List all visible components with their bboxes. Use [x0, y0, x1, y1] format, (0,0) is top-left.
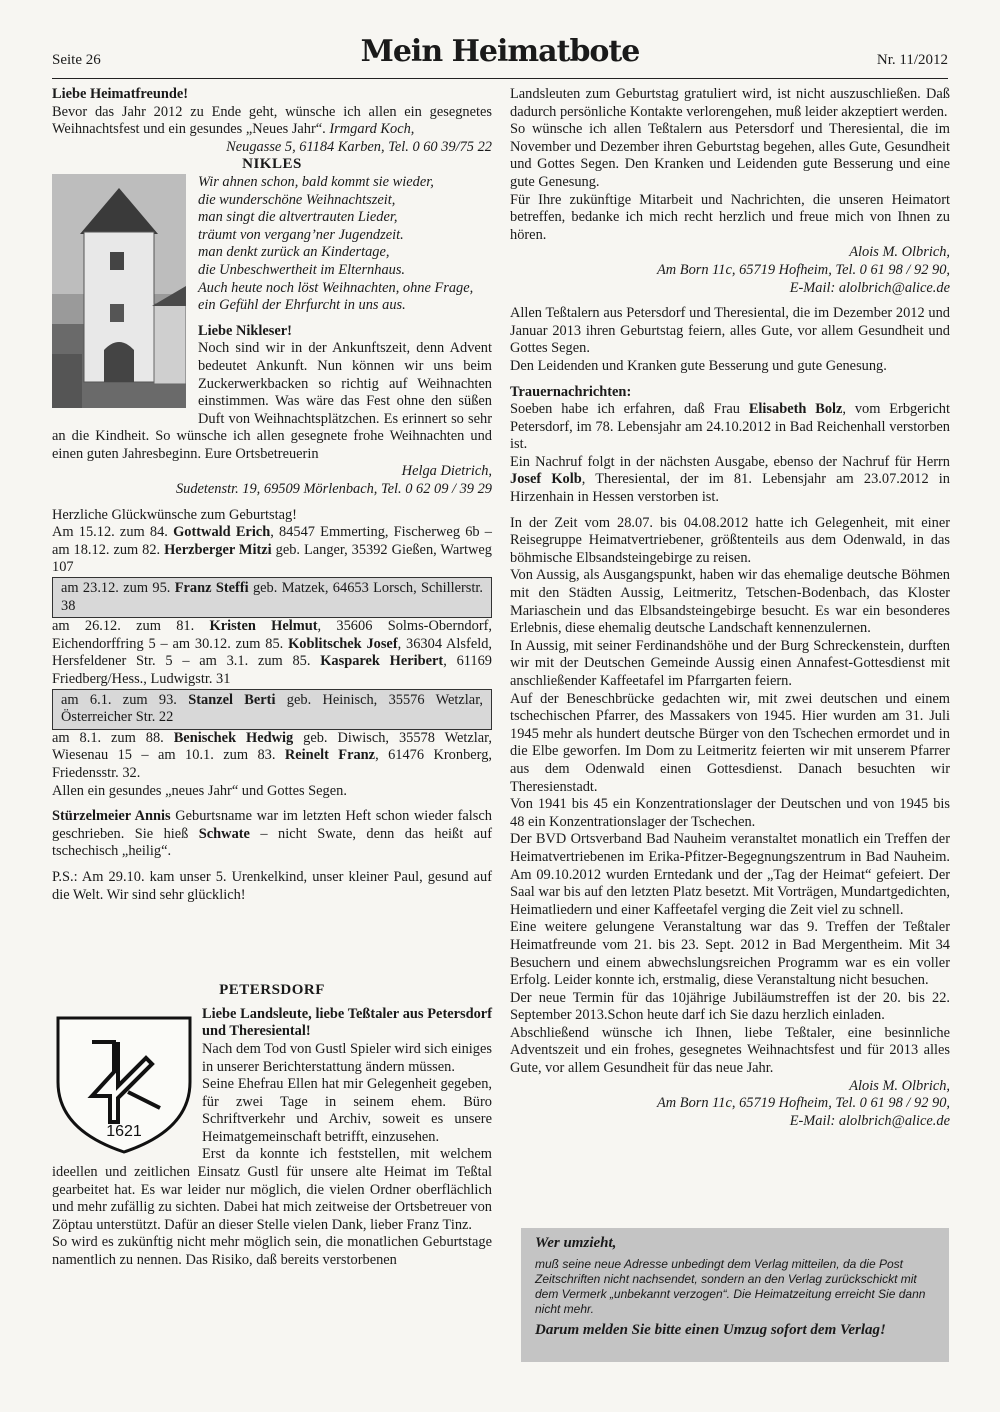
poem-line: Wir ahnen schon, bald kommt sie wieder,	[198, 173, 434, 190]
petersdorf-greeting: Liebe Landsleute, liebe Teßtaler aus Petersdorf und Theresiental!	[202, 1005, 492, 1040]
petersdorf-text: Erst da konnte ich feststellen, mit welchem ideellen und zeitlichen Einsatz Gustl für unsere alte Heimat im Teßtal gearbeitet hat. Es war leider nur möglich, die vielen Ordner oberflächlich und mehr zufällig zu sichten. Dabei hat mich zeitweise der Ortsbetreuer von Zöptau unterstützt. Dafür an dieser Stelle vielen Dank, lieber Franz Tinz.	[52, 1146, 492, 1233]
header-rule	[52, 78, 948, 79]
birthday-intro: Herzliche Glückwünsche zum Geburtstag!	[52, 506, 297, 523]
poem-line: man singt die altvertrauten Lieder,	[198, 209, 398, 226]
nikles-author: Helga Dietrich,	[401, 463, 492, 480]
petersdorf-text: So wird es zukünftig nicht mehr möglich sein, die monatlichen Geburtstage namentlich zu nennen. Das Risiko, daß bereits verstorbenen	[52, 1234, 492, 1269]
trip-paragraph: In der Zeit vom 28.07. bis 04.08.2012 hatte ich Gelegenheit, mit einer Reisegruppe Heimatvertriebener, größtenteils aus dem Odenwald, in das böhmische Elbsandsteingebirge zu reisen.	[510, 514, 950, 566]
trip-paragraph: In Aussig, mit seiner Ferdinandshöhe und der Burg Schreckenstein, durften wir mit der Deutschen Gemeinde Aussig einen Annafest-Gottesdienst mit anschließender Kaffeetafel im Pfarrgarten feiern.	[510, 637, 950, 689]
right-column	[510, 86, 950, 1130]
signature-name: Alois M. Olbrich,	[849, 244, 950, 261]
petersdorf-coat-of-arms	[52, 1012, 196, 1156]
notice-text: muß seine neue Adresse unbedingt dem Verlag mitteilen, da die Post Zeitschriften nicht nachsendet, sondern an den Verlag zurückschickt mit dem Vermerk „unbekannt verzogen“. Die Heimatzeitung erreicht Sie dann nicht mehr.	[535, 1257, 926, 1316]
church-photo	[52, 174, 186, 408]
greeting-author: Irmgard Koch,	[329, 121, 415, 138]
petersdorf-heading: PETERSDORF	[219, 982, 325, 999]
greeting-text: Bevor das Jahr 2012 zu Ende geht, wünsche ich allen ein gesegnetes Weihnachtsfest und ein gesundes „Neues Jahr“.	[52, 103, 492, 138]
birthday-list: am 26.12. zum 81. Kristen Helmut, 35606 Solms-Oberndorf, Eichendorffring 5 – am 30.12. zum 85. Koblitschek Josef, 36304 Alsfeld, Hersfeldener Str. 5 – am 3.1. zum 85. Kasparek Heribert, 61169 Friedberg/Hess., Ludwigstr. 31	[52, 618, 493, 687]
obituary-text: Soeben habe ich erfahren, daß Frau Elisabeth Bolz, vom Erbgericht Petersdorf, im 78. Lebensjahr am 24.10.2012 in Bad Reichenhall verstorben ist.	[510, 401, 950, 453]
signature-email: E-Mail: alolbrich@alice.de	[789, 1112, 950, 1129]
shield-year: 1621	[106, 1122, 142, 1140]
poem-line: Auch heute noch löst Weihnachten, ohne Frage,	[198, 279, 474, 296]
trip-paragraph: Der BVD Ortsverband Bad Nauheim veranstaltet monatlich ein Treffen der Heimatvertriebenen im Erika-Pfitzer-Begegnungszentrum in Bad Nauheim. Am 09.10.2012 wurden Erntedank und der „Tag der Heimat“ gefeiert. Der Saal war bis auf den letzten Platz besetzt. Mit Vorträgen, Mundartgedichten, Heimatliedern und einer Kaffeetafel verging die Zeit viel zu schnell.	[510, 831, 950, 918]
birthday-wish: Allen ein gesundes „neues Jahr“ und Gottes Segen.	[52, 782, 347, 799]
notice-title: Wer umzieht,	[535, 1235, 617, 1251]
greeting-heading: Liebe Heimatfreunde!	[52, 86, 189, 102]
page-number: Seite 26	[52, 52, 101, 68]
trip-paragraph: Auf der Beneschbrücke gedachten wir, mit zwei deutschen und einem tschechischen Pfarrer, des Massakers von 1945. Hier wurden am 31. Juli 1945 mehr als hundert deutsche Bürger von den Tschechen ermordet und in die Elbe geworfen. Im Dom zu Leitmeritz feierten wir mit unserem Pfarrer aus dem Odenwald einen Gottesdienst. Danach besuchten wir Theresienstadt.	[510, 690, 950, 795]
signature-email: E-Mail: alolbrich@alice.de	[789, 279, 950, 296]
name-correction: Stürzelmeier Annis Geburtsname war im letzten Heft schon wieder falsch geschrieben. Sie hieß Schwate – nicht Swate, denn das heißt auf tschechisch „heilig“.	[52, 808, 492, 860]
signature-name: Alois M. Olbrich,	[849, 1077, 950, 1094]
greeting-address: Neugasse 5, 61184 Karben, Tel. 0 60 39/75 22	[226, 138, 492, 155]
obituary-heading: Trauernachrichten:	[510, 383, 632, 400]
nikles-greeting: Liebe Nikleser!	[198, 322, 292, 339]
notice-cta: Darum melden Sie bitte einen Umzug sofort dem Verlag!	[535, 1322, 886, 1338]
trip-paragraph: Der neue Termin für das 10jährige Jubiläumstreffen ist der 20. bis 22. September 2013.Schon heute darf ich Sie dazu herzlich einladen.	[510, 989, 950, 1024]
nikles-text: Noch sind wir in der Ankunftszeit, denn Advent bedeutet Ankunft. Nun können wir uns beim Zuckerwerkbacken so richtig auf Weihnachten einstimmen. Was wäre das Fest ohne den süßen Duft von Weihnachtsplätzchen. Es erinnert so sehr an die Kindheit. So wünsche ich allen gesegnete frohe Weihnachten und einen guten Jahresbeginn. Eure Ortsbetreuerin	[52, 340, 492, 462]
masthead-title: Mein Heimatbote	[360, 34, 640, 69]
nikles-address: Sudetenstr. 19, 69509 Mörlenbach, Tel. 0 62 09 / 39 29	[175, 481, 492, 498]
poem-line: träumt von vergang’ner Jugendzeit.	[198, 226, 404, 243]
december-wishes: Allen Teßtalern aus Petersdorf und Theresiental, die im Dezember 2012 und Januar 2013 ihren Geburtstag feiern, alles Gute, vor allem Gesundheit und Gottes Segen.	[510, 305, 950, 357]
poem-line: ein Gefühl der Ehrfurcht in uns aus.	[198, 297, 406, 314]
december-wishes: Den Leidenden und Kranken gute Besserung und gute Genesung.	[510, 357, 887, 374]
trip-paragraph: Von 1941 bis 45 ein Konzentrationslager der Deutschen und von 1945 bis 48 ein Konzentrationslager der Tschechen.	[510, 796, 950, 830]
signature-address: Am Born 11c, 65719 Hofheim, Tel. 0 61 98 / 92 90,	[657, 261, 950, 278]
birthday-highlight: am 6.1. zum 93. Stanzel Berti geb. Heinisch, 35576 Wetzlar, Österreicher Str. 22	[52, 689, 492, 730]
petersdorf-continuation: So wünsche ich allen Teßtalern aus Petersdorf und Theresiental, die im November und Dezember ihren Geburtstag begehen, alles Gute, Gesundheit und Gottes Segen. Den Kranken und Leidenden gute Besserung und eine gute Genesung.	[510, 121, 950, 190]
petersdorf-text: Seine Ehefrau Ellen hat mir Gelegenheit gegeben, für zwei Tage in seinem ehem. Büro Schriftverkehr und Archiv, soweit es unsere Heimatgemeinschaft betrifft, einzusehen.	[202, 1076, 492, 1145]
trip-paragraph: Von Aussig, als Ausgangspunkt, haben wir das ehemalige deutsche Böhmen mit den Städten Aussig, Leitmeritz, Tetschen-Bodenbach, das Kloster Mariaschein und das Elbsandsteingebirge besucht. Es war ein besonderes Erlebnis, diese ehemalig deutsche Landschaft kennenzulernen.	[510, 567, 950, 637]
birthday-highlight: am 23.12. zum 95. Franz Steffi geb. Matzek, 64653 Lorsch, Schillerstr. 38	[52, 577, 492, 618]
trip-paragraph: Eine weitere gelungene Veranstaltung war das 9. Treffen der Teßtaler Heimatfreunde vom 21. bis 23. Sept. 2012 in Bad Mergentheim. Mit 34 Besuchern und einem abwechslungsreichen Programm war es ein voller Erfolg. Leider konnte ich, erstmalig, diese Veranstaltung nicht besuchen.	[510, 919, 950, 989]
obituary-text: Ein Nachruf folgt in der nächsten Ausgabe, ebenso der Nachruf für Herrn Josef Kolb, Theresiental, der im 81. Lebensjahr am 23.07.2012 in Hirzenhain in Hessen verstorben ist.	[510, 453, 950, 506]
poem-line: die wunderschöne Weihnachtszeit,	[198, 191, 396, 208]
petersdorf-continuation: Für Ihre zukünftige Mitarbeit und Nachrichten, die unseren Heimatort betreffen, bedanke ich mich recht herzlich und freue mich von Ihnen zu hören.	[510, 191, 950, 243]
birthday-list: Am 15.12. zum 84. Gottwald Erich, 84547 Emmerting, Fischerweg 6b – am 18.12. zum 82. Herzberger Mitzi geb. Langer, 35392 Gießen, Wartweg 107	[52, 524, 492, 576]
poem-line: man denkt zurück an Kindertage,	[198, 244, 390, 261]
petersdorf-text: Nach dem Tod von Gustl Spieler wird sich einiges in unserer Berichterstattung ändern müssen.	[202, 1040, 492, 1075]
moving-notice-box	[521, 1228, 949, 1362]
poem-line: die Unbeschwertheit im Elternhaus.	[198, 261, 406, 278]
left-column	[52, 86, 492, 1270]
birthday-list: am 8.1. zum 88. Benischek Hedwig geb. Diwisch, 35578 Wetzlar, Wiesenau 15 – am 10.1. zum 83. Reinelt Franz, 61476 Kronberg, Friedensstr. 32.	[52, 729, 493, 781]
signature-address: Am Born 11c, 65719 Hofheim, Tel. 0 61 98 / 92 90,	[657, 1095, 950, 1112]
petersdorf-continuation: Landsleuten zum Geburtstag gratuliert wird, ist nicht auszuschließen. Daß dadurch persönliche Kontakte verlorengehen, muß leider akzeptiert werden.	[510, 86, 950, 120]
nikles-heading: NIKLES	[242, 156, 302, 173]
postscript: P.S.: Am 29.10. kam unser 5. Urenkelkind, unser kleiner Paul, gesund auf die Welt. Wir sind sehr glücklich!	[52, 868, 492, 903]
trip-paragraph: Abschließend wünsche ich Ihnen, liebe Teßtaler, eine besinnliche Adventszeit und ein frohes, gesegnetes Weihnachtsfest und für 2013 alles Gute, vor allem Gesundheit für das neue Jahr.	[510, 1024, 950, 1077]
issue-number: Nr. 11/2012	[876, 52, 948, 68]
